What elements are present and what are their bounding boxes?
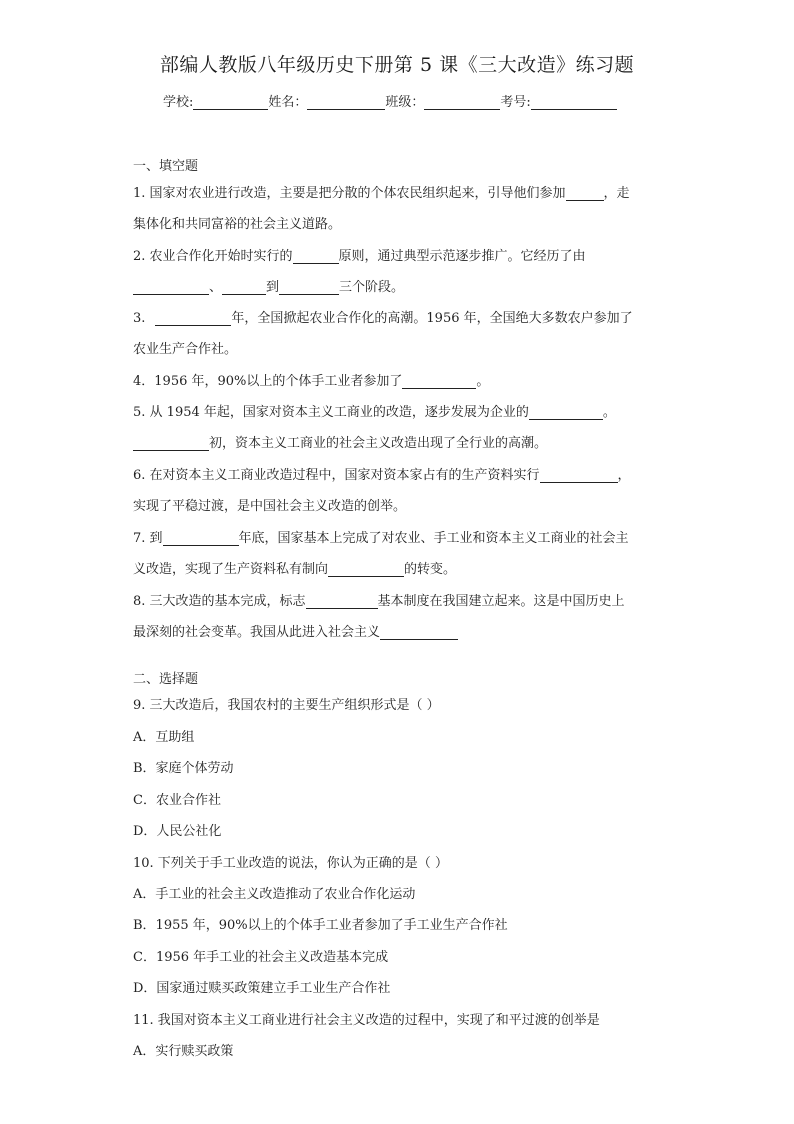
q2-sep: 、 (209, 280, 223, 295)
q9-option-d[interactable]: D．人民公社化 (133, 824, 222, 839)
section-heading-choice: 二、选择题 (133, 672, 199, 687)
question-2-line-2 (133, 276, 404, 295)
q5-blank-2[interactable] (133, 436, 209, 451)
q1-text-a: 1. 国家对农业进行改造，主要是把分散的个体农民组织起来，引导他们参加 (133, 186, 566, 201)
q9-option-c[interactable]: C．农业合作社 (133, 793, 221, 808)
class-label: 班级： (385, 95, 425, 110)
q4-tail: 。 (476, 374, 490, 389)
q5-text-2: 初，资本主义工商业的社会主义改造出现了全行业的高潮。 (209, 436, 548, 451)
q2-blank-2[interactable] (133, 280, 209, 295)
q7-blank-2[interactable] (328, 562, 404, 577)
q2-text-b: 原则，通过典型示范逐步推广。它经历了由 (338, 249, 586, 264)
question-6-line-2: 实现了平稳过渡，是中国社会主义改造的创举。 (133, 499, 407, 514)
question-1-line-2: 集体化和共同富裕的社会主义道路。 (133, 217, 342, 232)
q8-text-b: 基本制度在我国建立起来。这是中国历史上 (377, 594, 625, 609)
question-3-line-2: 农业生产合作社。 (133, 342, 238, 357)
q11-option-a[interactable]: A．实行赎买政策 (133, 1044, 234, 1059)
q2-blank-4[interactable] (279, 280, 339, 295)
name-blank[interactable] (307, 95, 385, 110)
question-6-line-1 (133, 464, 631, 483)
q4-blank-1[interactable] (402, 374, 476, 389)
question-5-line-1 (133, 401, 616, 420)
school-label: 学校: (163, 95, 194, 110)
q2-to: 到 (266, 280, 280, 295)
q10-option-a[interactable]: A．手工业的社会主义改造推动了农业合作化运动 (133, 887, 416, 902)
question-9-stem: 9. 三大改造后，我国农村的主要生产组织形式是（ ） (133, 698, 440, 713)
q2-text-a-visible: 2. 农业合作化开始时实行的 (133, 249, 293, 264)
q10-option-c[interactable]: C．1956 年手工业的社会主义改造基本完成 (133, 950, 389, 965)
q1-text-b: ，走 (603, 186, 630, 201)
number-blank[interactable] (531, 95, 617, 110)
number-label: 考号: (500, 95, 531, 110)
question-1-line-1 (133, 182, 630, 201)
q9-option-b[interactable]: B．家庭个体劳动 (133, 761, 234, 776)
question-3-line-1 (133, 307, 633, 326)
question-7-line-2 (133, 558, 456, 577)
q7-text-b: 年底，国家基本上完成了对农业、手工业和资本主义工商业的社会主 (238, 531, 629, 546)
school-blank[interactable] (193, 95, 268, 110)
q10-option-b[interactable]: B．1955 年，90%以上的个体手工业者参加了手工业生产合作社 (133, 918, 508, 933)
question-2-line-1 (133, 245, 586, 264)
q2-blank-3[interactable] (222, 280, 266, 295)
q7-text: 7. 到 (133, 531, 163, 546)
question-4-line-1 (133, 370, 489, 389)
q6-blank-1[interactable] (540, 468, 618, 483)
q5-text: 5. 从 1954 年起，国家对资本主义工商业的改造，逐步发展为企业的 (133, 405, 529, 420)
q2-blank-1[interactable] (293, 249, 339, 264)
page-title: 部编人教版八年级历史下册第 5 课《三大改造》练习题 (159, 54, 635, 76)
q6-tail: ， (617, 468, 631, 483)
question-10-stem: 10. 下列关于手工业改造的说法，你认为正确的是（ ） (133, 856, 448, 871)
q10-option-d[interactable]: D．国家通过赎买政策建立手工业生产合作社 (133, 981, 391, 996)
q8-text: 8. 三大改造的基本完成，标志 (133, 594, 306, 609)
q7-blank-1[interactable] (163, 531, 239, 546)
q7-text-c: 义改造，实现了生产资料私有制向 (133, 562, 329, 577)
q7-tail: 的转变。 (404, 562, 457, 577)
q4-text: 4．1956 年，90%以上的个体手工业者参加了 (133, 374, 403, 389)
q3-blank-1[interactable] (155, 311, 231, 326)
q3-text: 年，全国掀起农业合作化的高潮。1956 年，全国绝大多数农户参加了 (231, 311, 633, 326)
question-7-line-1 (133, 527, 629, 546)
student-info-line (163, 91, 617, 110)
q1-blank-1[interactable] (566, 186, 604, 201)
q5-tail: 。 (602, 405, 616, 420)
question-8-line-2 (133, 621, 458, 640)
question-5-line-2 (133, 432, 547, 451)
section-heading-fill-blank: 一、填空题 (133, 159, 199, 174)
q8-text-c: 最深刻的社会变革。我国从此进入社会主义 (133, 625, 381, 640)
q2-tail: 三个阶段。 (339, 280, 405, 295)
q3-num: 3. (133, 311, 146, 326)
q8-blank-1[interactable] (306, 594, 378, 609)
q6-text: 6. 在对资本主义工商业改造过程中，国家对资本家占有的生产资料实行 (133, 468, 540, 483)
q8-blank-2[interactable] (380, 625, 458, 640)
question-8-line-1 (133, 590, 625, 609)
question-11-stem: 11. 我国对资本主义工商业进行社会主义改造的过程中，实现了和平过渡的创举是 (133, 1013, 600, 1028)
class-blank[interactable] (424, 95, 500, 110)
q9-option-a[interactable]: A．互助组 (133, 730, 195, 745)
q5-blank-1[interactable] (529, 405, 603, 420)
name-label: 姓名： (268, 95, 308, 110)
